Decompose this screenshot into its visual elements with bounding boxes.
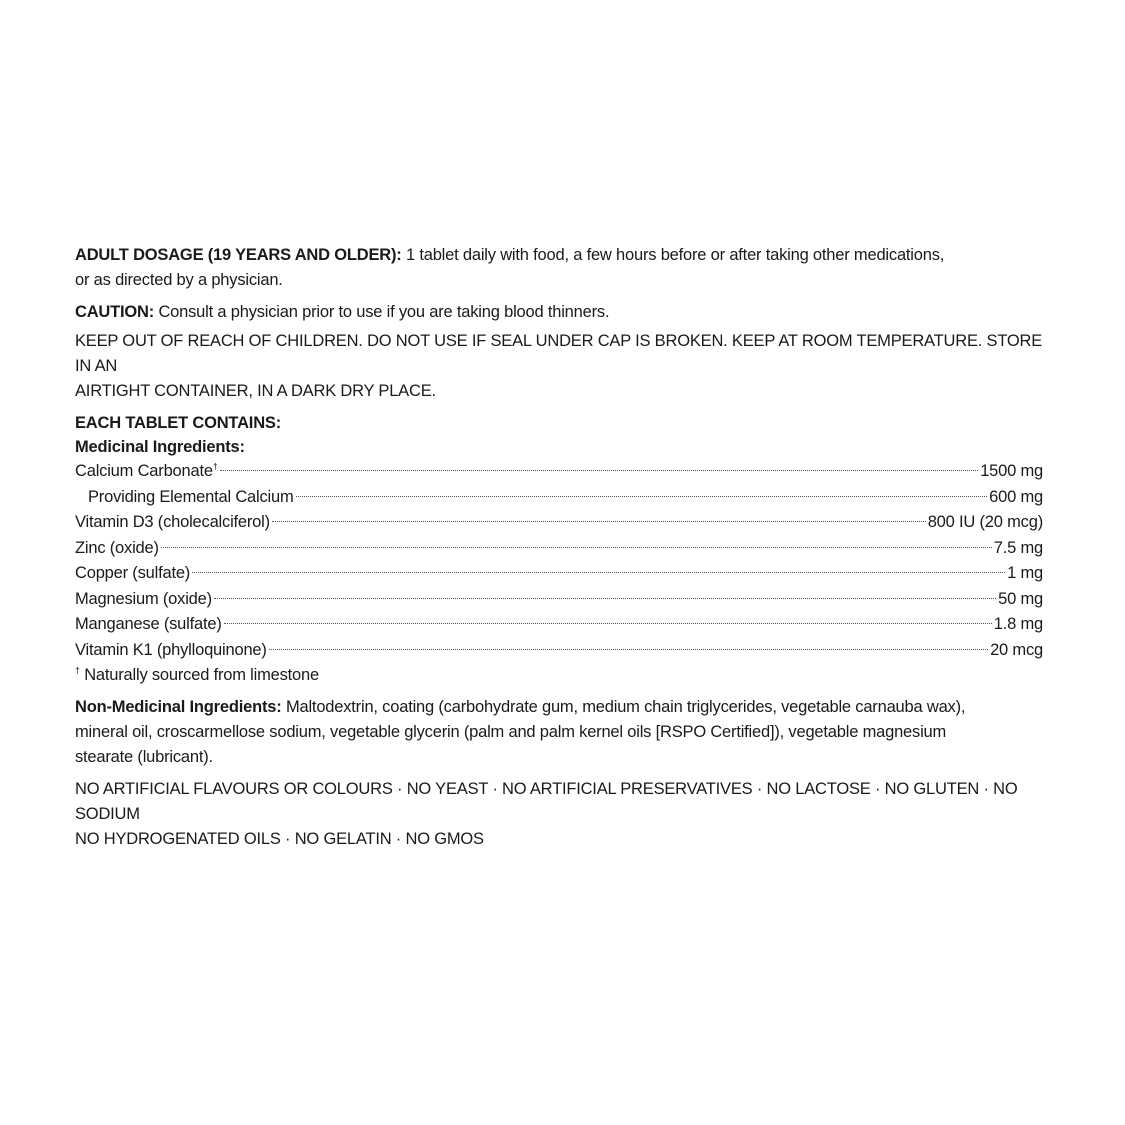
- ingredient-row: [75, 612, 1043, 638]
- storage-warning-line1: KEEP OUT OF REACH OF CHILDREN. DO NOT USE IF SEAL UNDER CAP IS BROKEN. KEEP AT ROOM TEMPERATURE. STORE IN AN: [75, 332, 1043, 375]
- ingredient-name: Calcium Carbonate: [75, 462, 213, 480]
- ingredient-amount: 50 mg: [998, 589, 1043, 608]
- storage-warning: [75, 329, 1043, 404]
- non-medicinal-label: Non-Medicinal Ingredients:: [75, 698, 282, 716]
- footnote: [75, 663, 1043, 688]
- non-medicinal-line3: stearate (lubricant).: [75, 748, 213, 766]
- ingredient-amount: 1 mg: [1007, 564, 1043, 582]
- caution-label: CAUTION:: [75, 303, 155, 321]
- ingredient-amount: 20 mcg: [990, 640, 1043, 659]
- ingredient-amount: 800 IU (20 mcg): [927, 513, 1043, 531]
- caution-text: Consult a physician prior to use if you are taking blood thinners.: [154, 303, 610, 321]
- ingredient-row: [75, 638, 1043, 664]
- ingredient-row: [75, 485, 1043, 511]
- claims-line2: NO HYDROGENATED OILS · NO GELATIN · NO GMOS: [75, 830, 484, 848]
- non-medicinal-line2: mineral oil, croscarmellose sodium, vegetable glycerin (palm and palm kernel oils [RSPO Certified]), vegetable magnesium: [75, 723, 947, 741]
- ingredient-name: Manganese (sulfate): [75, 615, 222, 633]
- non-medicinal-ingredients: [75, 695, 1043, 770]
- ingredient-row: [75, 587, 1043, 613]
- ingredient-amount: 1.8 mg: [993, 615, 1043, 633]
- leader-dots: [214, 598, 996, 599]
- each-tablet-heading: EACH TABLET CONTAINS:: [75, 414, 282, 432]
- ingredient-amount: 1500 mg: [980, 462, 1043, 480]
- claims-line1: NO ARTIFICIAL FLAVOURS OR COLOURS · NO YEAST · NO ARTIFICIAL PRESERVATIVES · NO LACTOSE · NO GLUTEN · NO SODIUM: [75, 780, 1018, 823]
- medicinal-heading: Medicinal Ingredients:: [75, 438, 245, 456]
- caution: [75, 300, 1043, 325]
- ingredient-name: Copper (sulfate): [75, 564, 191, 582]
- ingredient-row: [75, 561, 1043, 587]
- product-label-text: [75, 243, 1043, 852]
- ingredient-row: [75, 459, 1043, 485]
- non-medicinal-line1: Maltodextrin, coating (carbohydrate gum, medium chain triglycerides, vegetable carnauba wax),: [281, 698, 966, 716]
- leader-dots: [161, 547, 992, 548]
- leader-dots: [224, 623, 992, 624]
- ingredient-name: Zinc (oxide): [75, 538, 159, 557]
- leader-dots: [192, 572, 1005, 573]
- adult-dosage-text-cont: or as directed by a physician.: [75, 271, 283, 289]
- footnote-text: Naturally sourced from limestone: [79, 666, 319, 684]
- leader-dots: [296, 496, 988, 497]
- adult-dosage-label: ADULT DOSAGE (19 YEARS AND OLDER):: [75, 246, 402, 264]
- ingredient-table: [75, 459, 1043, 663]
- leader-dots: [269, 649, 988, 650]
- ingredient-amount: 7.5 mg: [993, 538, 1043, 557]
- adult-dosage-text: 1 tablet daily with food, a few hours before or after taking other medications,: [401, 246, 945, 264]
- ingredient-row: [75, 536, 1043, 562]
- leader-dots: [272, 521, 926, 522]
- ingredient-mark: †: [212, 461, 218, 472]
- ingredient-name: Magnesium (oxide): [75, 589, 212, 608]
- ingredient-row: [75, 510, 1043, 536]
- free-from-claims: [75, 777, 1043, 852]
- ingredient-name: Vitamin D3 (cholecalciferol): [75, 513, 270, 531]
- footnote-mark: †: [75, 665, 80, 676]
- storage-warning-line2: AIRTIGHT CONTAINER, IN A DARK DRY PLACE.: [75, 382, 436, 400]
- ingredient-amount: 600 mg: [989, 487, 1043, 506]
- ingredient-name: Vitamin K1 (phylloquinone): [75, 640, 267, 659]
- adult-dosage: [75, 243, 1043, 293]
- leader-dots: [220, 470, 979, 471]
- ingredient-name: Providing Elemental Calcium: [88, 487, 294, 506]
